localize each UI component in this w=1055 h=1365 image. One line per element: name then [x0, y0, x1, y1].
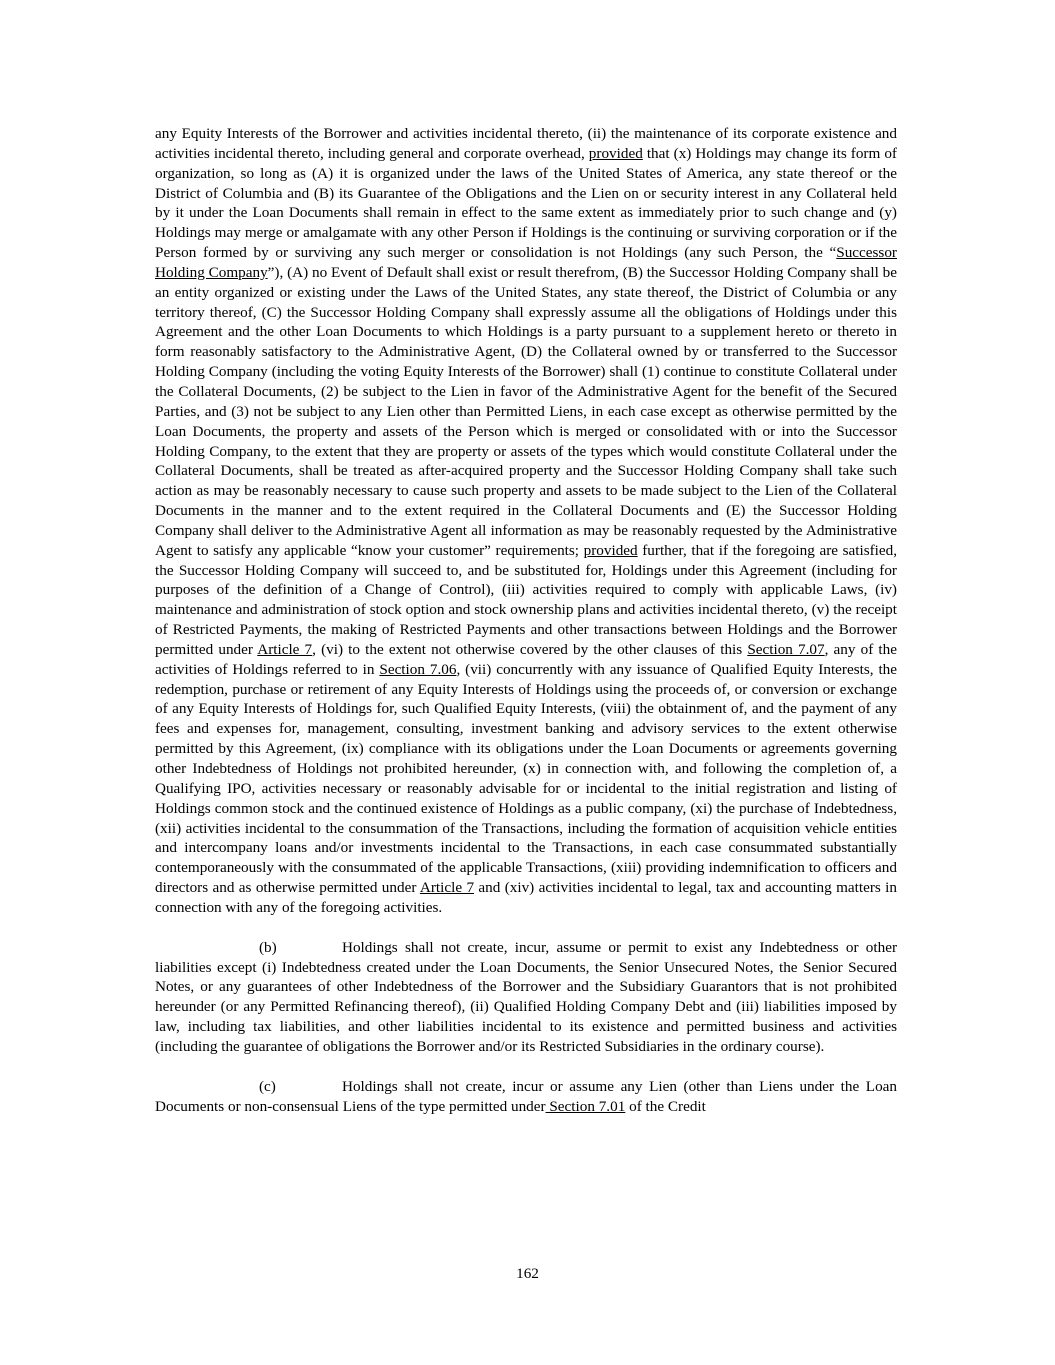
- defined-term: Successor Holding Company: [155, 244, 897, 281]
- text: , (vii) concurrently with any issuance of Qualified Equity Interests, the redemption, purchase or retirement of any Equity Interests of Holdings using the proceeds of, or conversion or exchange of any Equity Interests of Holdings for, such Qualified Equity Interests, (viii) the obtainment of, and the payment of any fees and expenses for, management, consulting, investment banking and advisory services to the extent otherwise permitted by this Agreement, (ix) compliance with its obligations under the Loan Documents or agreements governing other Indebtedness of Holdings not prohibited hereunder, (x) in connection with, and following the completion of, a Qualifying IPO, activities necessary or reasonably advisable for or incidental to the initial registration and listing of Holdings common stock and the continued existence of Holdings as a public company, (xi) the purchase of Indebtedness, (xii) activities incidental to the consummation of the Transactions, including the formation of acquisition vehicle entities and intercompany loans and/or investments incidental to the Transactions, in each case consummated substantially contemporaneously with the consummated of the applicable Transactions, (xiii) providing indemnification to officers and directors and as otherwise permitted under: [155, 660, 898, 897]
- text: further, that if the foregoing are satisfied, the Successor Holding Company will succeed to, and be substituted for, Holdings under this Agreement (including for purposes of the definition of a Change of Control), (iii) activities required to comply with applicable Laws, (iv) maintenance and administration of stock option and stock ownership plans and activities incidental thereto, (v) the receipt of Restricted Payments, the making of Restricted Payments and other transactions between Holdings and the Borrower permitted under: [155, 541, 898, 658]
- text: of the Credit: [625, 1097, 706, 1115]
- cross-reference: Article 7: [419, 879, 475, 897]
- document-body: [155, 124, 897, 1117]
- cross-reference: Article 7: [257, 640, 313, 658]
- text: that (x) Holdings may change its form of organization, so long as (A) it is organized under the laws of the United States of America, any state thereof or the District of Columbia and (B) its Guarantee of the Obligations and the Lien on or security interest in any Collateral held by it under the Loan Documents shall remain in effect to the same extent as immediately prior to such change and (y) Holdings may merge or amalgamate with any other Person if Holdings is the continuing or surviving corporation or if the Person formed by or surviving any such merger or consolidation is not Holdings (any such Person, the “: [155, 144, 897, 262]
- page-number: 162: [516, 1265, 539, 1282]
- defined-term: provided: [583, 541, 638, 559]
- text: and (xiv) activities incidental to legal, tax and accounting matters in connection with any of the foregoing activities.: [155, 879, 897, 916]
- paragraph-b: [155, 938, 897, 1057]
- text: Holdings shall not create, incur or assume any Lien (other than Liens under the Loan Documents or non-consensual Liens of the type permitted under: [155, 1077, 897, 1115]
- clause-label: (c): [259, 1077, 276, 1095]
- cross-reference: Section 7.01: [545, 1097, 626, 1115]
- cross-reference: Section 7.06: [379, 660, 457, 678]
- text: ”), (A) no Event of Default shall exist or result therefrom, (B) the Successor Holding Company shall be an entity organized or existing under the Laws of the United States, any state thereof, the District of Columbia or any territory thereof, (C) the Successor Holding Company shall expressly assume all the obligations of Holdings under this Agreement and the other Loan Documents to which Holdings is a party pursuant to a supplement hereto or thereto in form reasonably satisfactory to the Administrative Agent, (D) the Collateral owned by or transferred to the Successor Holding Company (including the voting Equity Interests of the Borrower) shall (1) continue to constitute Collateral under the Collateral Documents, (2) be subject to the Lien in favor of the Administrative Agent for the benefit of the Secured Parties, and (3) not be subject to any Lien other than Permitted Liens, in each case except as otherwise permitted by the Loan Documents, the property and assets of the Person which is merged or consolidated with or into the Successor Holding Company, to the extent that they are property or assets of the types which would constitute Collateral under the Collateral Documents, shall be treated as after-acquired property and the Successor Holding Company shall take such action as may be reasonably necessary to cause such property and assets to be made subject to the Lien of the Collateral Documents in the manner and to the extent required in the Collateral Documents and (E) the Successor Holding Company shall deliver to the Administrative Agent all information as may be reasonably requested by the Administrative Agent to satisfy any applicable “know your customer” requirements;: [155, 263, 898, 559]
- cross-reference: Section 7.07: [747, 640, 825, 658]
- text: , any of the activities of Holdings referred to in: [155, 640, 897, 678]
- clause-label: (b): [259, 938, 277, 956]
- text: any Equity Interests of the Borrower and activities incidental thereto, (ii) the maintenance of its corporate existence and activities incidental thereto, including general and corporate overhead,: [155, 125, 897, 162]
- paragraph-c: [155, 1077, 897, 1117]
- paragraph-a: [155, 124, 897, 918]
- text: , (vi) to the extent not otherwise covered by the other clauses of this: [312, 640, 748, 658]
- text: Holdings shall not create, incur, assume or permit to exist any Indebtedness or other liabilities except (i) Indebtedness created under the Loan Documents, the Senior Unsecured Notes, the Senior Secured Notes, or any guarantees of other Indebtedness of the Borrower and the Subsidiary Guarantors that is not prohibited hereunder (or any Permitted Refinancing thereof), (ii) Qualified Holding Company Debt and (iii) liabilities imposed by law, including tax liabilities, and other liabilities incidental to its existence and permitted business and activities (including the guarantee of obligations the Borrower and/or its Restricted Subsidiaries in the ordinary course).: [155, 938, 897, 1055]
- defined-term: provided: [588, 144, 643, 162]
